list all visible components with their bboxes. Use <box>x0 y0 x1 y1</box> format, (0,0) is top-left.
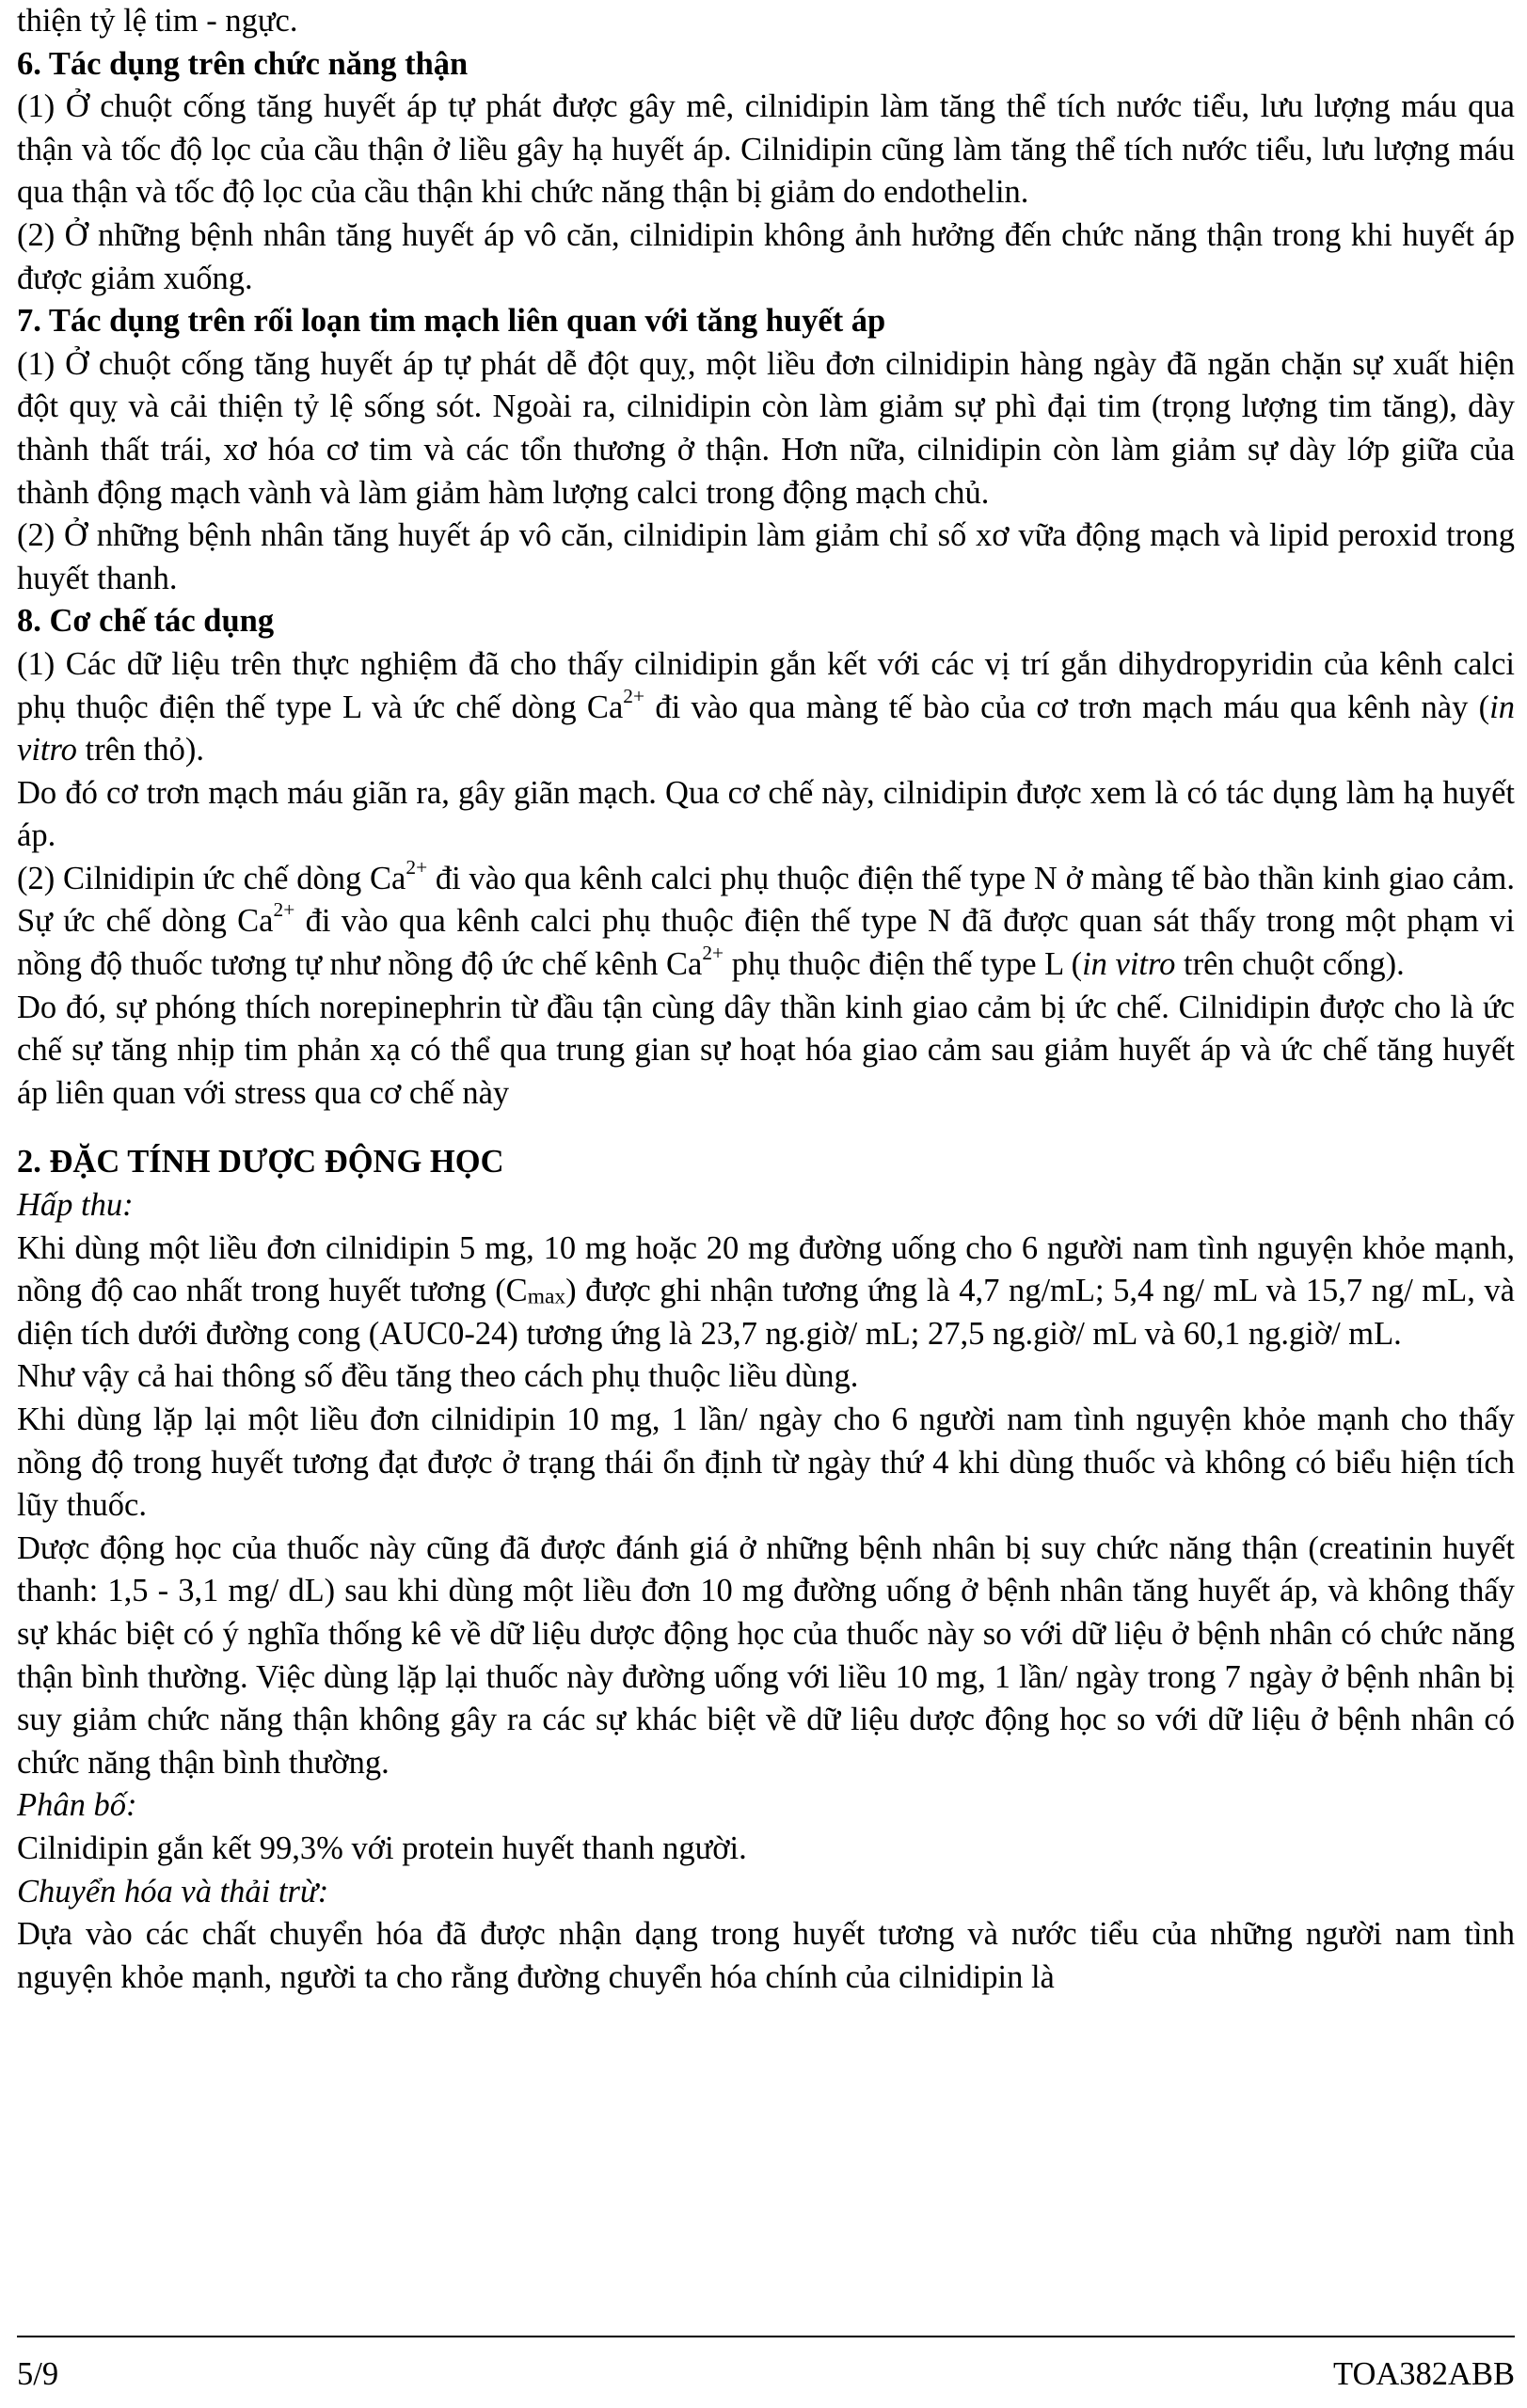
paragraph: (1) Ở chuột cống tăng huyết áp tự phát dễ đột quỵ, một liều đơn cilnidipin hàng ngày đã ngăn chặn sự xuất hiện đột quỵ và cải thiện tỷ lệ sống sót. Ngoài ra, cilnidipin còn làm giảm sự phì đại tim (trọng lượng tim tăng), dày thành thất trái, xơ hóa cơ tim và các tổn thương ở thận. Hơn nữa, cilnidipin còn làm giảm sự dày lớp giữa của thành động mạch vành và làm giảm hàm lượng calci trong động mạch chủ. <box>17 345 1515 511</box>
section-gap <box>17 1115 1515 1141</box>
text-run: (2) Cilnidipin ức chế dòng Ca <box>17 860 406 896</box>
text-run: trên chuột cống). <box>1175 946 1405 983</box>
subsection-label: Chuyển hóa và thải trừ: <box>17 1873 329 1909</box>
paragraph: Do đó cơ trơn mạch máu giãn ra, gây giãn mạch. Qua cơ chế này, cilnidipin được xem là có tác dụng làm hạ huyết áp. <box>17 774 1515 854</box>
superscript: 2+ <box>702 942 724 965</box>
paragraph: Cilnidipin gắn kết 99,3% với protein huyết thanh người. <box>17 1830 747 1866</box>
document-code: TOA382ABB <box>1333 2356 1515 2392</box>
text-run: đi vào qua kênh calci phụ thuộc điện thế type N đã được quan sát thấy trong một phạm vi nồng độ thuốc tương tự như nồng độ ức chế kênh Ca <box>17 903 1515 983</box>
paragraph: (2) Ở những bệnh nhân tăng huyết áp vô căn, cilnidipin không ảnh hưởng đến chức năng thận trong khi huyết áp được giảm xuống. <box>17 216 1515 296</box>
italic-text: in vitro <box>1082 946 1176 983</box>
paragraph: Dựa vào các chất chuyển hóa đã được nhận dạng trong huyết tương và nước tiểu của những người nam tình nguyện khỏe mạnh, người ta cho rằng đường chuyển hóa chính của cilnidipin là <box>17 1916 1515 1995</box>
subscript: max <box>527 1284 566 1309</box>
superscript: 2+ <box>406 855 428 879</box>
section-heading: 6. Tác dụng trên chức năng thận <box>17 45 469 82</box>
paragraph <box>17 1228 1515 1356</box>
text-run: Khi dùng một liều đơn cilnidipin 5 mg, 10 mg hoặc 20 mg đường uống cho 6 người nam tình nguyện khỏe mạnh, nồng độ cao nhất trong huyết tương (C <box>17 1229 1515 1309</box>
paragraph <box>17 643 1515 772</box>
section-heading: 7. Tác dụng trên rối loạn tim mạch liên quan với tăng huyết áp <box>17 303 886 340</box>
page-number: 5/9 <box>17 2356 59 2392</box>
superscript: 2+ <box>623 684 645 707</box>
superscript: 2+ <box>273 898 295 922</box>
paragraph: thiện tỷ lệ tim - ngực. <box>17 3 298 39</box>
italic-text: in vitro <box>17 689 1515 768</box>
subsection-label: Hấp thu: <box>17 1187 134 1224</box>
paragraph: Do đó, sự phóng thích norepinephrin từ đầu tận cùng dây thần kinh giao cảm bị ức chế. Cilnidipin được cho là ức chế sự tăng nhịp tim phản xạ có thể qua trung gian sự hoạt hóa giao cảm sau giảm huyết áp và ức chế tăng huyết áp liên quan với stress qua cơ chế này <box>17 989 1515 1111</box>
paragraph: Khi dùng lặp lại một liều đơn cilnidipin 10 mg, 1 lần/ ngày cho 6 người nam tình nguyện khỏe mạnh cho thấy nồng độ trong huyết tương đạt được ở trạng thái ổn định từ ngày thứ 4 khi dùng thuốc và không có biểu hiện tích lũy thuốc. <box>17 1402 1515 1524</box>
paragraph: (1) Ở chuột cống tăng huyết áp tự phát được gây mê, cilnidipin làm tăng thể tích nước tiểu, lưu lượng máu qua thận và tốc độ lọc của cầu thận ở liều gây hạ huyết áp. Cilnidipin cũng làm tăng thể tích nước tiểu, lưu lượng máu qua thận và tốc độ lọc của cầu thận khi chức năng thận bị giảm do endothelin. <box>17 88 1515 211</box>
document-body <box>17 0 1515 1999</box>
subsection-label: Phân bố: <box>17 1787 137 1824</box>
text-run: ) được ghi nhận tương ứng là 4,7 ng/mL; 5,4 ng/ mL và 15,7 ng/ mL, và diện tích dưới đường cong (AUC0-24) tương ứng là 23,7 ng.giờ/ mL; 27,5 ng.giờ/ mL và 60,1 ng.giờ/ mL. <box>17 1273 1515 1352</box>
text-run: đi vào qua kênh calci phụ thuộc điện thế type N ở màng tế bào thần kinh giao cảm. Sự ức chế dòng Ca <box>17 860 1515 940</box>
paragraph: Như vậy cả hai thông số đều tăng theo cách phụ thuộc liều dùng. <box>17 1358 859 1395</box>
section-heading: 8. Cơ chế tác dụng <box>17 603 275 640</box>
paragraph <box>17 855 1515 987</box>
paragraph: Dược động học của thuốc này cũng đã được đánh giá ở những bệnh nhân bị suy chức năng thận (creatinin huyết thanh: 1,5 - 3,1 mg/ dL) sau khi dùng một liều đơn 10 mg đường uống ở bệnh nhân tăng huyết áp, và không thấy sự khác biệt có ý nghĩa thống kê về dữ liệu dược động học của thuốc này so với dữ liệu ở bệnh nhân có chức năng thận bình thường. Việc dùng lặp lại thuốc này đường uống với liều 10 mg, 1 lần/ ngày trong 7 ngày ở bệnh nhân bị suy giảm chức năng thận không gây ra các sự khác biệt về dữ liệu dược động học so với dữ liệu ở bệnh nhân có chức năng thận bình thường. <box>17 1529 1515 1781</box>
paragraph: (2) Ở những bệnh nhân tăng huyết áp vô căn, cilnidipin làm giảm chỉ số xơ vữa động mạch và lipid peroxid trong huyết thanh. <box>17 517 1515 596</box>
text-run: trên thỏ). <box>76 732 204 768</box>
footer-rule <box>17 2336 1515 2337</box>
document-page <box>17 0 1515 2408</box>
text-run: phụ thuộc điện thế type L ( <box>724 946 1083 983</box>
section-heading: 2. ĐẶC TÍNH DƯỢC ĐỘNG HỌC <box>17 1144 504 1180</box>
text-run: đi vào qua màng tế bào của cơ trơn mạch máu qua kênh này ( <box>644 689 1490 725</box>
text-run: (1) Các dữ liệu trên thực nghiệm đã cho thấy cilnidipin gắn kết với các vị trí gắn dihydropyridin của kênh calci phụ thuộc điện thế type L và ức chế dòng Ca <box>17 645 1515 725</box>
